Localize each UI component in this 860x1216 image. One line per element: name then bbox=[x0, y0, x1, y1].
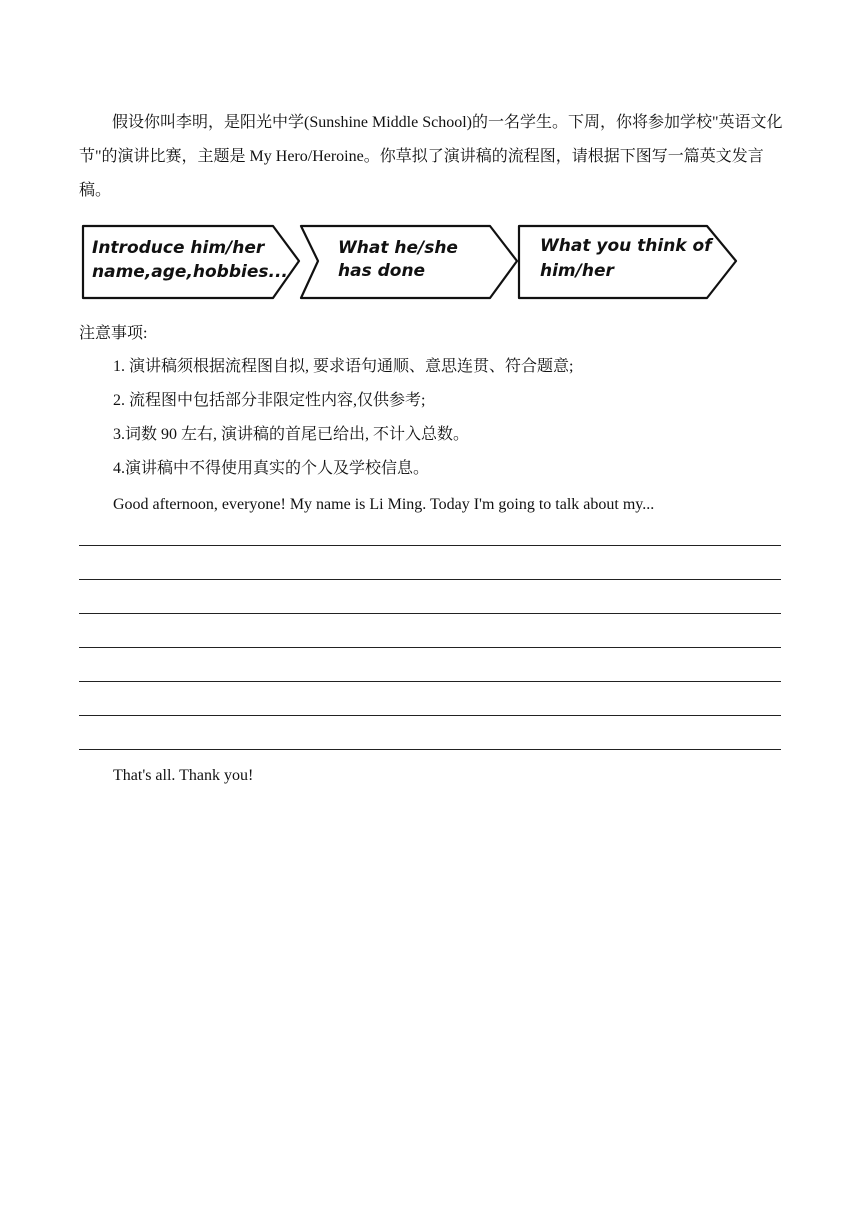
answer-line[interactable] bbox=[79, 579, 781, 580]
answer-line[interactable] bbox=[79, 647, 781, 648]
answer-line[interactable] bbox=[79, 715, 781, 716]
note-item: 1. 演讲稿须根据流程图自拟, 要求语句通顺、意思连贯、符合题意; bbox=[113, 358, 574, 375]
flowchart-step-3 bbox=[519, 226, 736, 298]
task-instructions: 假设你叫李明，是阳光中学(Sunshine Middle School)的一名学生。下周，你将参加学校"英语文化节"的演讲比赛，主题是 My Hero/Heroine。你草拟了演讲稿的流程图，请根据下图写一篇英文发言稿。 bbox=[79, 114, 783, 199]
flowchart-step-3-line-1: What you think of bbox=[540, 236, 712, 256]
speech-closing: That's all. Thank you! bbox=[113, 767, 254, 784]
note-item: 3.词数 90 左右, 演讲稿的首尾已给出, 不计入总数。 bbox=[113, 426, 470, 443]
flowchart-step-2-line-1: What he/she bbox=[338, 238, 458, 258]
flowchart-step-3-line-2: him/her bbox=[540, 261, 614, 281]
answer-line[interactable] bbox=[79, 681, 781, 682]
note-item: 4.演讲稿中不得使用真实的个人及学校信息。 bbox=[113, 460, 430, 477]
answer-line[interactable] bbox=[79, 749, 781, 750]
flowchart-step-1-line-2: name,age,hobbies... bbox=[92, 262, 288, 282]
speech-flowchart bbox=[80, 220, 742, 302]
flowchart-step-1 bbox=[83, 226, 299, 298]
answer-line[interactable] bbox=[79, 613, 781, 614]
flowchart-step-1-line-1: Introduce him/her bbox=[92, 238, 265, 258]
speech-opening: Good afternoon, everyone! My name is Li Ming. Today I'm going to talk about my... bbox=[113, 496, 655, 513]
flowchart-step-2 bbox=[301, 226, 517, 298]
flowchart-step-2-line-2: has done bbox=[338, 261, 426, 281]
notes-title: 注意事项: bbox=[79, 325, 148, 342]
answer-lines bbox=[79, 545, 781, 783]
answer-line[interactable] bbox=[79, 545, 781, 546]
notes-list bbox=[113, 355, 573, 491]
note-item: 2. 流程图中包括部分非限定性内容,仅供参考; bbox=[113, 392, 426, 409]
